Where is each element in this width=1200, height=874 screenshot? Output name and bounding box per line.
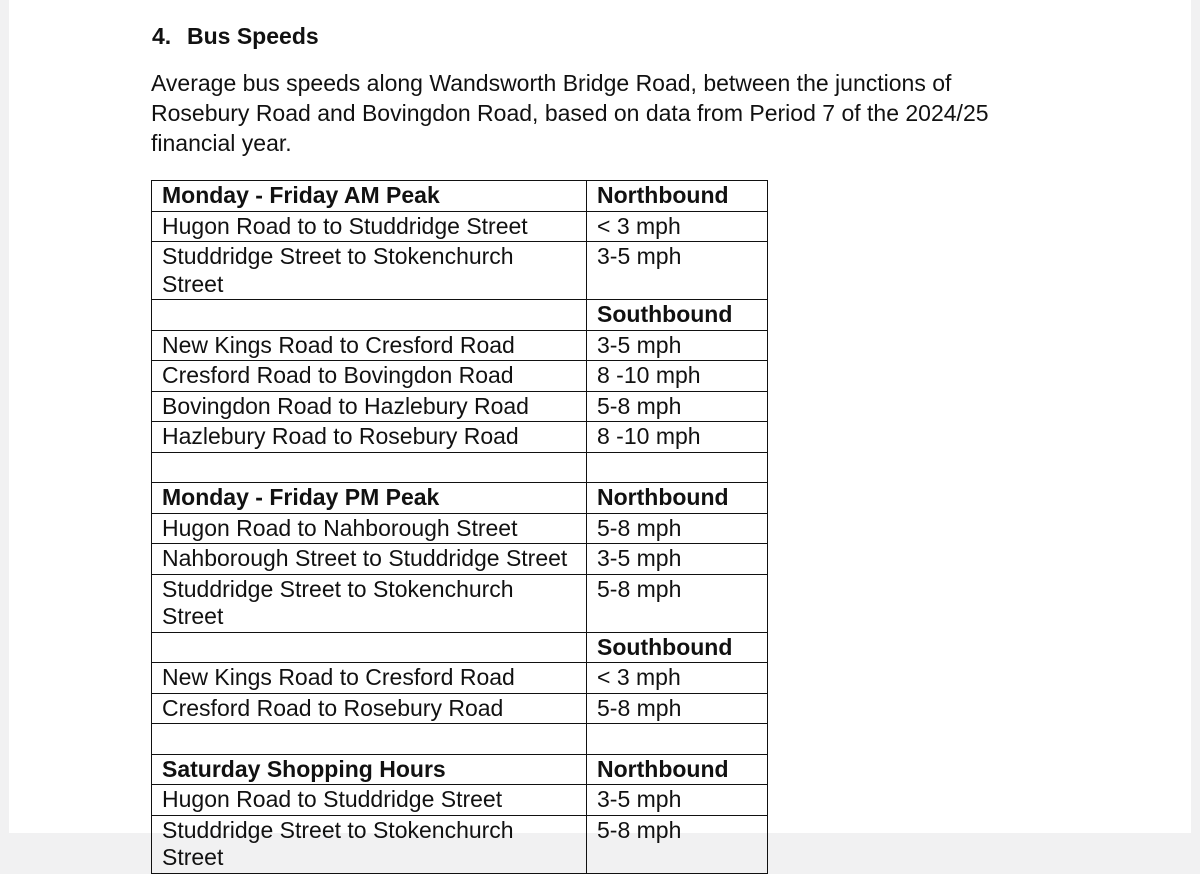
table-row [152, 483, 768, 514]
route-cell: Monday - Friday AM Peak [152, 181, 587, 212]
speed-cell: 8 -10 mph [587, 422, 768, 453]
table-row [152, 754, 768, 785]
table-row [152, 574, 768, 632]
route-cell: Nahborough Street to Studdridge Street [152, 544, 587, 575]
speed-cell: < 3 mph [587, 211, 768, 242]
bus-speeds-table [151, 180, 768, 874]
table-row [152, 513, 768, 544]
route-cell: New Kings Road to Cresford Road [152, 663, 587, 694]
section-title: Bus Speeds [187, 23, 319, 49]
table-row [152, 632, 768, 663]
table-row [152, 724, 768, 755]
route-cell: Hugon Road to Studdridge Street [152, 785, 587, 816]
speed-cell: 5-8 mph [587, 693, 768, 724]
route-cell: Hugon Road to Nahborough Street [152, 513, 587, 544]
table-row [152, 330, 768, 361]
route-cell [152, 300, 587, 331]
route-cell: New Kings Road to Cresford Road [152, 330, 587, 361]
route-cell: Cresford Road to Rosebury Road [152, 693, 587, 724]
speed-cell: Northbound [587, 181, 768, 212]
route-cell [152, 724, 587, 755]
table-row [152, 361, 768, 392]
speed-cell: 5-8 mph [587, 513, 768, 544]
route-cell: Monday - Friday PM Peak [152, 483, 587, 514]
table-row [152, 663, 768, 694]
route-cell: Studdridge Street to Stokenchurch Street [152, 242, 587, 300]
route-cell: Bovingdon Road to Hazlebury Road [152, 391, 587, 422]
table-row [152, 693, 768, 724]
table-row [152, 211, 768, 242]
route-cell [152, 452, 587, 483]
speed-cell: 5-8 mph [587, 574, 768, 632]
speed-cell: Southbound [587, 300, 768, 331]
speed-cell: 3-5 mph [587, 785, 768, 816]
table-row [152, 544, 768, 575]
intro-paragraph: Average bus speeds along Wandsworth Bridge Road, between the junctions of Rosebury Road and Bovingdon Road, based on data from Period 7 of the 2024/25 financial year. [151, 70, 989, 156]
speed-cell: 5-8 mph [587, 391, 768, 422]
speed-cell: < 3 mph [587, 663, 768, 694]
speed-cell: Northbound [587, 754, 768, 785]
table-row [152, 452, 768, 483]
route-cell: Studdridge Street to Stokenchurch Street [152, 815, 587, 873]
speed-cell [587, 452, 768, 483]
route-cell: Studdridge Street to Stokenchurch Street [152, 574, 587, 632]
route-cell: Saturday Shopping Hours [152, 754, 587, 785]
speed-cell: 3-5 mph [587, 330, 768, 361]
speed-cell: 3-5 mph [587, 242, 768, 300]
speed-cell: 5-8 mph [587, 815, 768, 873]
table-row [152, 391, 768, 422]
route-cell: Hazlebury Road to Rosebury Road [152, 422, 587, 453]
table-row [152, 785, 768, 816]
section-heading [152, 21, 319, 51]
route-cell: Cresford Road to Bovingdon Road [152, 361, 587, 392]
speed-cell: Northbound [587, 483, 768, 514]
speed-cell [587, 724, 768, 755]
speed-cell: 3-5 mph [587, 544, 768, 575]
speed-cell: 8 -10 mph [587, 361, 768, 392]
section-number: 4. [152, 23, 172, 49]
route-cell [152, 632, 587, 663]
speed-cell: Southbound [587, 632, 768, 663]
table-row [152, 815, 768, 873]
route-cell: Hugon Road to to Studdridge Street [152, 211, 587, 242]
table-row [152, 181, 768, 212]
table-row [152, 422, 768, 453]
table-row [152, 300, 768, 331]
table-row [152, 242, 768, 300]
